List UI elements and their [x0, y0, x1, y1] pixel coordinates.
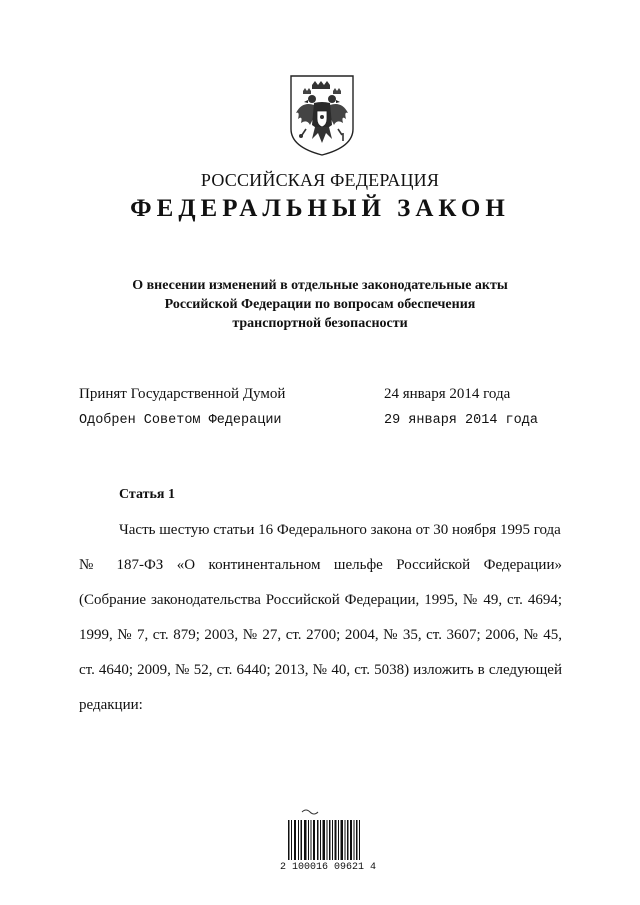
coat-of-arms-icon	[288, 73, 356, 157]
article-text-line: № 187-ФЗ «О континентальном шельфе Российской Федерации»	[79, 557, 562, 573]
law-title-line: транспортной безопасности	[232, 316, 408, 331]
adoption-duma-date: 24 января 2014 года	[384, 386, 511, 402]
document-type: ФЕДЕРАЛЬНЫЙ ЗАКОН	[130, 195, 510, 222]
article-text-line: (Собрание законодательства Российской Федерации, 1995, № 49, ст. 4694;	[79, 592, 562, 608]
article-text-line: 1999, № 7, ст. 879; 2003, № 27, ст. 2700; 2004, № 35, ст. 3607; 2006, № 45,	[79, 627, 562, 643]
article-heading: Статья 1	[119, 487, 175, 502]
adoption-council-date: 29 января 2014 года	[384, 413, 538, 428]
adoption-council-label: Одобрен Советом Федерации	[79, 413, 282, 428]
law-title-line: Российской Федерации по вопросам обеспечения	[164, 297, 476, 312]
article-text-line: Часть шестую статьи 16 Федерального закона от 30 ноября 1995 года	[119, 522, 561, 538]
barcode	[280, 808, 370, 870]
article-text-line: ст. 4640; 2009, № 52, ст. 6440; 2013, № 40, ст. 5038) изложить в следующей	[79, 662, 562, 678]
barcode-number: 2 100016 09621 4	[280, 862, 377, 873]
law-title	[60, 276, 580, 333]
adoption-duma	[79, 386, 579, 406]
adoption-duma-label: Принят Государственной Думой	[79, 386, 286, 402]
adoption-council	[79, 413, 579, 433]
country-name: РОССИЙСКАЯ ФЕДЕРАЦИЯ	[200, 170, 440, 190]
law-title-line: О внесении изменений в отдельные законодательные акты	[132, 278, 508, 293]
article-text-line: редакции:	[79, 697, 143, 713]
